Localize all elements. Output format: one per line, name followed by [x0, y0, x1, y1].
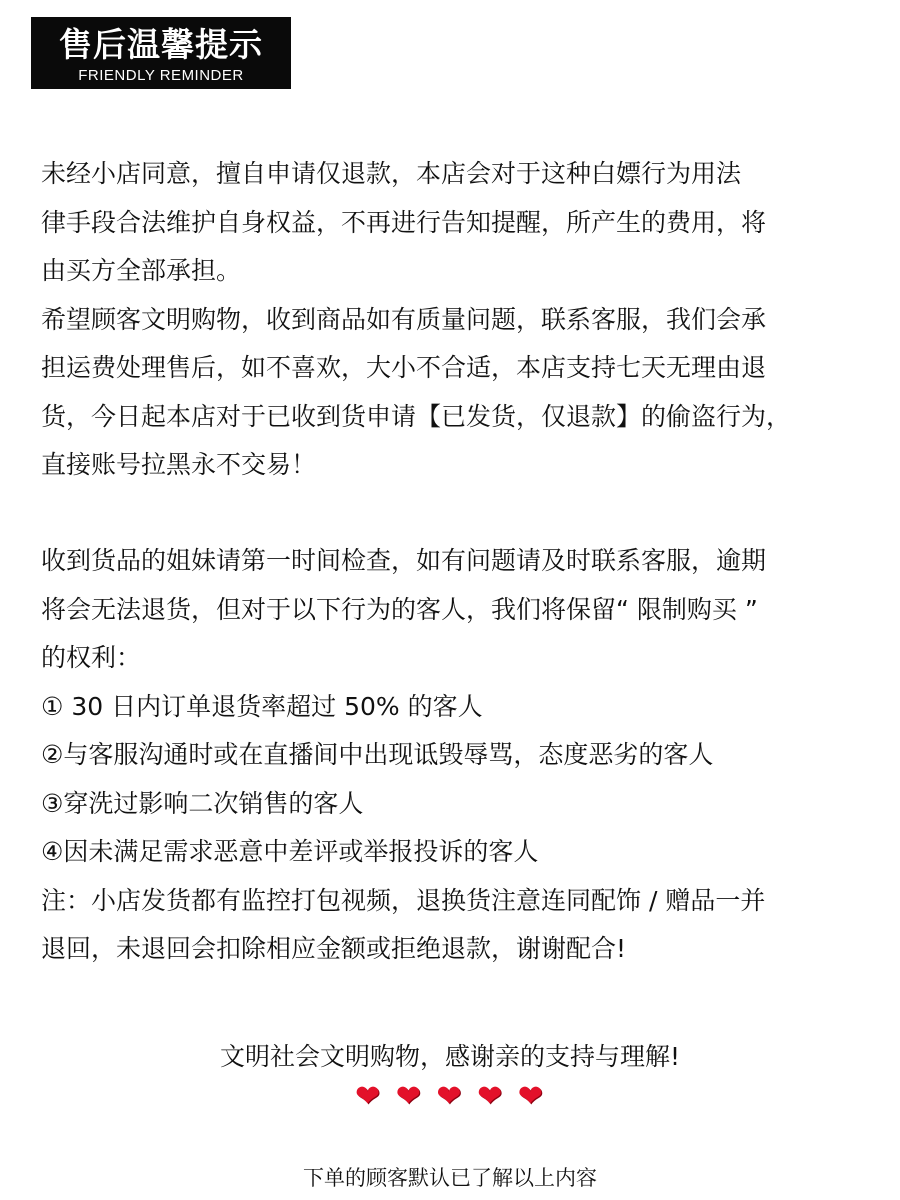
restriction-item-2: ②与客服沟通时或在直播间中出现诋毁辱骂，态度恶劣的客人: [41, 740, 714, 769]
restriction-item-1: ① 30 日内订单退货率超过 50% 的客人: [41, 691, 483, 721]
heart-icon: ❤: [477, 1079, 505, 1114]
notice-line: 的权利：: [41, 643, 142, 672]
restriction-item-4: ④因未满足需求恶意中差评或举报投诉的客人: [41, 837, 539, 866]
header-title: 售后温馨提示: [59, 25, 263, 64]
header-subtitle: FRIENDLY REMINDER: [78, 67, 244, 84]
footer-note: 下单的顾客默认已了解以上内容: [303, 1166, 597, 1190]
notice-line: 希望顾客文明购物，收到商品如有质量问题，联系客服，我们会承: [41, 304, 767, 334]
notice-line: 担运费处理售后，如不喜欢，大小不合适，本店支持七天无理由退: [41, 353, 767, 382]
notice-line: 律手段合法维护自身权益，不再进行告知提醒，所产生的费用，将: [41, 207, 767, 237]
notice-line: 货，今日起本店对于已收到货申请【已发货，仅退款】的偷盗行为，: [41, 401, 792, 431]
notice-line: 未经小店同意，擅自申请仅退款，本店会对于这种白嫖行为用法: [41, 159, 742, 188]
notice-line: 由买方全部承担。: [41, 256, 242, 285]
shipping-note: 退回，未退回会扣除相应金额或拒绝退款，谢谢配合!: [41, 934, 627, 963]
notice-paragraph-1: [41, 150, 871, 490]
notice-line: 将会无法退货，但对于以下行为的客人，我们将保留“ 限制购买 ”: [41, 594, 758, 624]
heart-icon: ❤: [355, 1079, 383, 1114]
heart-icon: ❤: [436, 1079, 464, 1114]
closing-message: 文明社会文明购物，感谢亲的支持与理解!: [219, 1042, 681, 1071]
notice-line: 直接账号拉黑永不交易！: [41, 450, 317, 479]
notice-line: 收到货品的姐妹请第一时间检查，如有问题请及时联系客服，逾期: [41, 546, 767, 575]
heart-icon: ❤: [395, 1079, 423, 1114]
hearts-row: [0, 1079, 900, 1115]
notice-paragraph-2: [41, 537, 871, 974]
heart-icon: ❤: [517, 1079, 545, 1114]
shipping-note: 注：小店发货都有监控打包视频，退换货注意连同配饰 / 赠品一并: [41, 885, 766, 915]
header-badge: [31, 17, 291, 89]
restriction-item-3: ③穿洗过影响二次销售的客人: [41, 788, 364, 818]
